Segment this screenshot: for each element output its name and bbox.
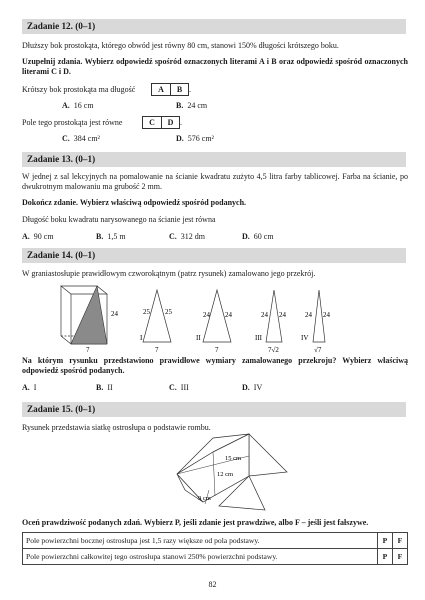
task14-option-b[interactable]: B. II	[96, 383, 113, 392]
shaded-section	[71, 286, 107, 344]
task13-instruction: Dokończ zdanie. Wybierz właściwą odpowiedź spośród podanych.	[22, 198, 247, 207]
prism-base-label: 7	[86, 346, 90, 354]
false-option[interactable]: F	[393, 549, 408, 565]
svg-text:II: II	[196, 334, 201, 342]
task13-option-b[interactable]: B. 1,5 m	[96, 232, 126, 241]
box-b[interactable]: B	[170, 84, 188, 95]
task15-instruction: Oceń prawdziwość podanych zdań. Wybierz P, jeśli zdanie jest prawdziwe, albo F – jeśli jest fałszywe.	[22, 518, 369, 527]
task12-option-b[interactable]: B. 24 cm	[176, 101, 208, 110]
task12-option-c[interactable]: C. 384 cm²	[62, 134, 100, 143]
svg-text:25: 25	[165, 308, 172, 316]
answer-box-ab[interactable]	[151, 83, 189, 96]
task13-option-a[interactable]: A. 90 cm	[22, 232, 54, 241]
svg-text:I: I	[140, 334, 143, 342]
height-9-label: 9 cm	[198, 495, 211, 502]
task14-header: Zadanie 14. (0–1)	[22, 248, 406, 263]
task13-header: Zadanie 13. (0–1)	[22, 152, 406, 167]
task15-header: Zadanie 15. (0–1)	[22, 402, 406, 417]
svg-text:24: 24	[279, 311, 286, 319]
task14-question: Na którym rysunku przedstawiono prawidłowe wymiary zamalowanego przekroju? Wybierz właściwą odpowiedź spośród podanych.	[22, 356, 408, 375]
svg-text:24: 24	[203, 311, 210, 319]
svg-text:7: 7	[155, 346, 159, 354]
task14-stem: W graniastosłupie prawidłowym czworokątnym (patrz rysunek) zamalowano jego przekrój.	[22, 269, 316, 278]
svg-text:24: 24	[261, 311, 268, 319]
answer-box-cd[interactable]	[142, 116, 180, 129]
svg-text:24: 24	[225, 311, 232, 319]
box-a[interactable]: A	[158, 85, 164, 94]
svg-text:7: 7	[215, 346, 219, 354]
table-row	[23, 533, 408, 549]
false-option[interactable]: F	[393, 533, 408, 549]
table-row	[23, 549, 408, 565]
svg-text:7√2: 7√2	[268, 346, 279, 354]
prism-height-label: 24	[111, 310, 118, 318]
triangle-i	[143, 290, 171, 342]
task13-option-d[interactable]: D. 60 cm	[242, 232, 274, 241]
true-false-table	[22, 532, 408, 565]
box-c[interactable]: C	[149, 118, 155, 127]
statement-cell: Pole powierzchni bocznej ostrosłupa jest 1,5 razy większe od pola podstawy.	[23, 533, 378, 549]
task13-stem: W jednej z sal lekcyjnych na pomalowanie na ścianie kwadratu zużyto 4,5 litra farby tablicowej. Farba na ścianie, po dwukrotnym malowaniu ma grubość 2 mm.	[22, 172, 408, 191]
task12-stem: Dłuższy bok prostokąta, którego obwód jest równy 80 cm, stanowi 150% długości krótszego boku.	[22, 41, 339, 50]
task14-option-d[interactable]: D. IV	[242, 383, 263, 392]
task13-option-c[interactable]: C. 312 dm	[169, 232, 206, 241]
task12-header: Zadanie 12. (0–1)	[22, 19, 406, 34]
task14-option-c[interactable]: C. III	[169, 383, 189, 392]
pyramid-net-figure	[165, 432, 295, 514]
task12-sentence1: Krótszy bok prostokąta ma długość	[22, 85, 136, 94]
task12-sentence2: Pole tego prostokąta jest równe	[22, 118, 123, 127]
svg-text:IV: IV	[301, 334, 309, 342]
page-number: 82	[208, 580, 217, 589]
svg-text:III: III	[255, 334, 262, 342]
box-d[interactable]: D	[161, 117, 179, 128]
task13-question: Długość boku kwadratu narysowanego na ścianie jest równa	[22, 215, 216, 224]
task12-option-a[interactable]: A. 16 cm	[62, 101, 94, 110]
svg-text:√7: √7	[314, 346, 322, 354]
diagonal-12-label: 12 cm	[217, 471, 234, 478]
svg-text:24: 24	[305, 311, 312, 319]
true-option[interactable]: P	[378, 549, 393, 565]
task12-instruction: Uzupełnij zdania. Wybierz odpowiedź spośród oznaczonych literami A i B oraz odpowiedź spośród oznaczonych literami C i D.	[22, 57, 408, 76]
true-option[interactable]: P	[378, 533, 393, 549]
svg-text:24: 24	[323, 311, 330, 319]
exam-page: Zadanie 12. (0–1) Dłuższy bok prostokąta, którego obwód jest równy 80 cm, stanowi 150% długości krótszego boku. Uzupełnij zdania. Wybierz odpowiedź spośród oznaczonych literami A i B oraz odpowiedź spośród oznaczonych literami C i D. Krótszy bok prostokąta ma długość A B . A. 16 cm B. 24 cm Pole tego prostokąta jest równe C D . C. 384 cm² D. 576 cm² Zadanie 13. (0–1) W jednej z sal lekcyjnych na pomalowanie na ścianie kwadratu zużyto 4,5 litra farby tablicowej. Farba na ścianie, po dwukrotnym malowaniu ma grubość 2 mm. Dokończ zdanie. Wybierz właściwą odpowiedź spośród podanych. Długość boku kwadratu narysowanego na ścianie jest równa A. 90 cm B. 1,5 m C. 312 dm D. 60 cm Zadanie 14. (0–1) W graniastosłupie prawidłowym czworokątnym (patrz rysunek) zamalowano jego przekrój. 24 7 I 25 25 7 II 24 24 7 III 24 24 7√2 IV 24 24 √7 Na którym rysunku przedstawiono prawidłowe wymiary zamalowanego przekroju? Wybierz właściwą odpowiedź spośród podanych. A. I B. II C. III D. IV Zadanie 15. (0–1) Rysunek przedstawia siatkę ostrosłupa o podstawie rombu. 15 cm 12 cm 9 cm Oceń prawdziwość podanych zdań. Wybierz P, jeśli zdanie jest prawdziwe, albo F – jeśli jest fałszywe. Pole powierzchni bocznej ostrosłupa jest 1,5 razy większe od pola podstawy. P F Pole powierzchni całkowitej tego ostrosłupa stanowi 250% powierzchni podstawy. P F 82	[0, 0, 425, 600]
svg-text:25: 25	[143, 308, 150, 316]
task14-option-a[interactable]: A. I	[22, 383, 37, 392]
diagonal-15-label: 15 cm	[225, 455, 242, 462]
prism-sections-figure	[55, 282, 345, 354]
task12-option-d[interactable]: D. 576 cm²	[176, 134, 214, 143]
task15-stem: Rysunek przedstawia siatkę ostrosłupa o podstawie rombu.	[22, 423, 211, 432]
statement-cell: Pole powierzchni całkowitej tego ostrosłupa stanowi 250% powierzchni podstawy.	[23, 549, 378, 565]
